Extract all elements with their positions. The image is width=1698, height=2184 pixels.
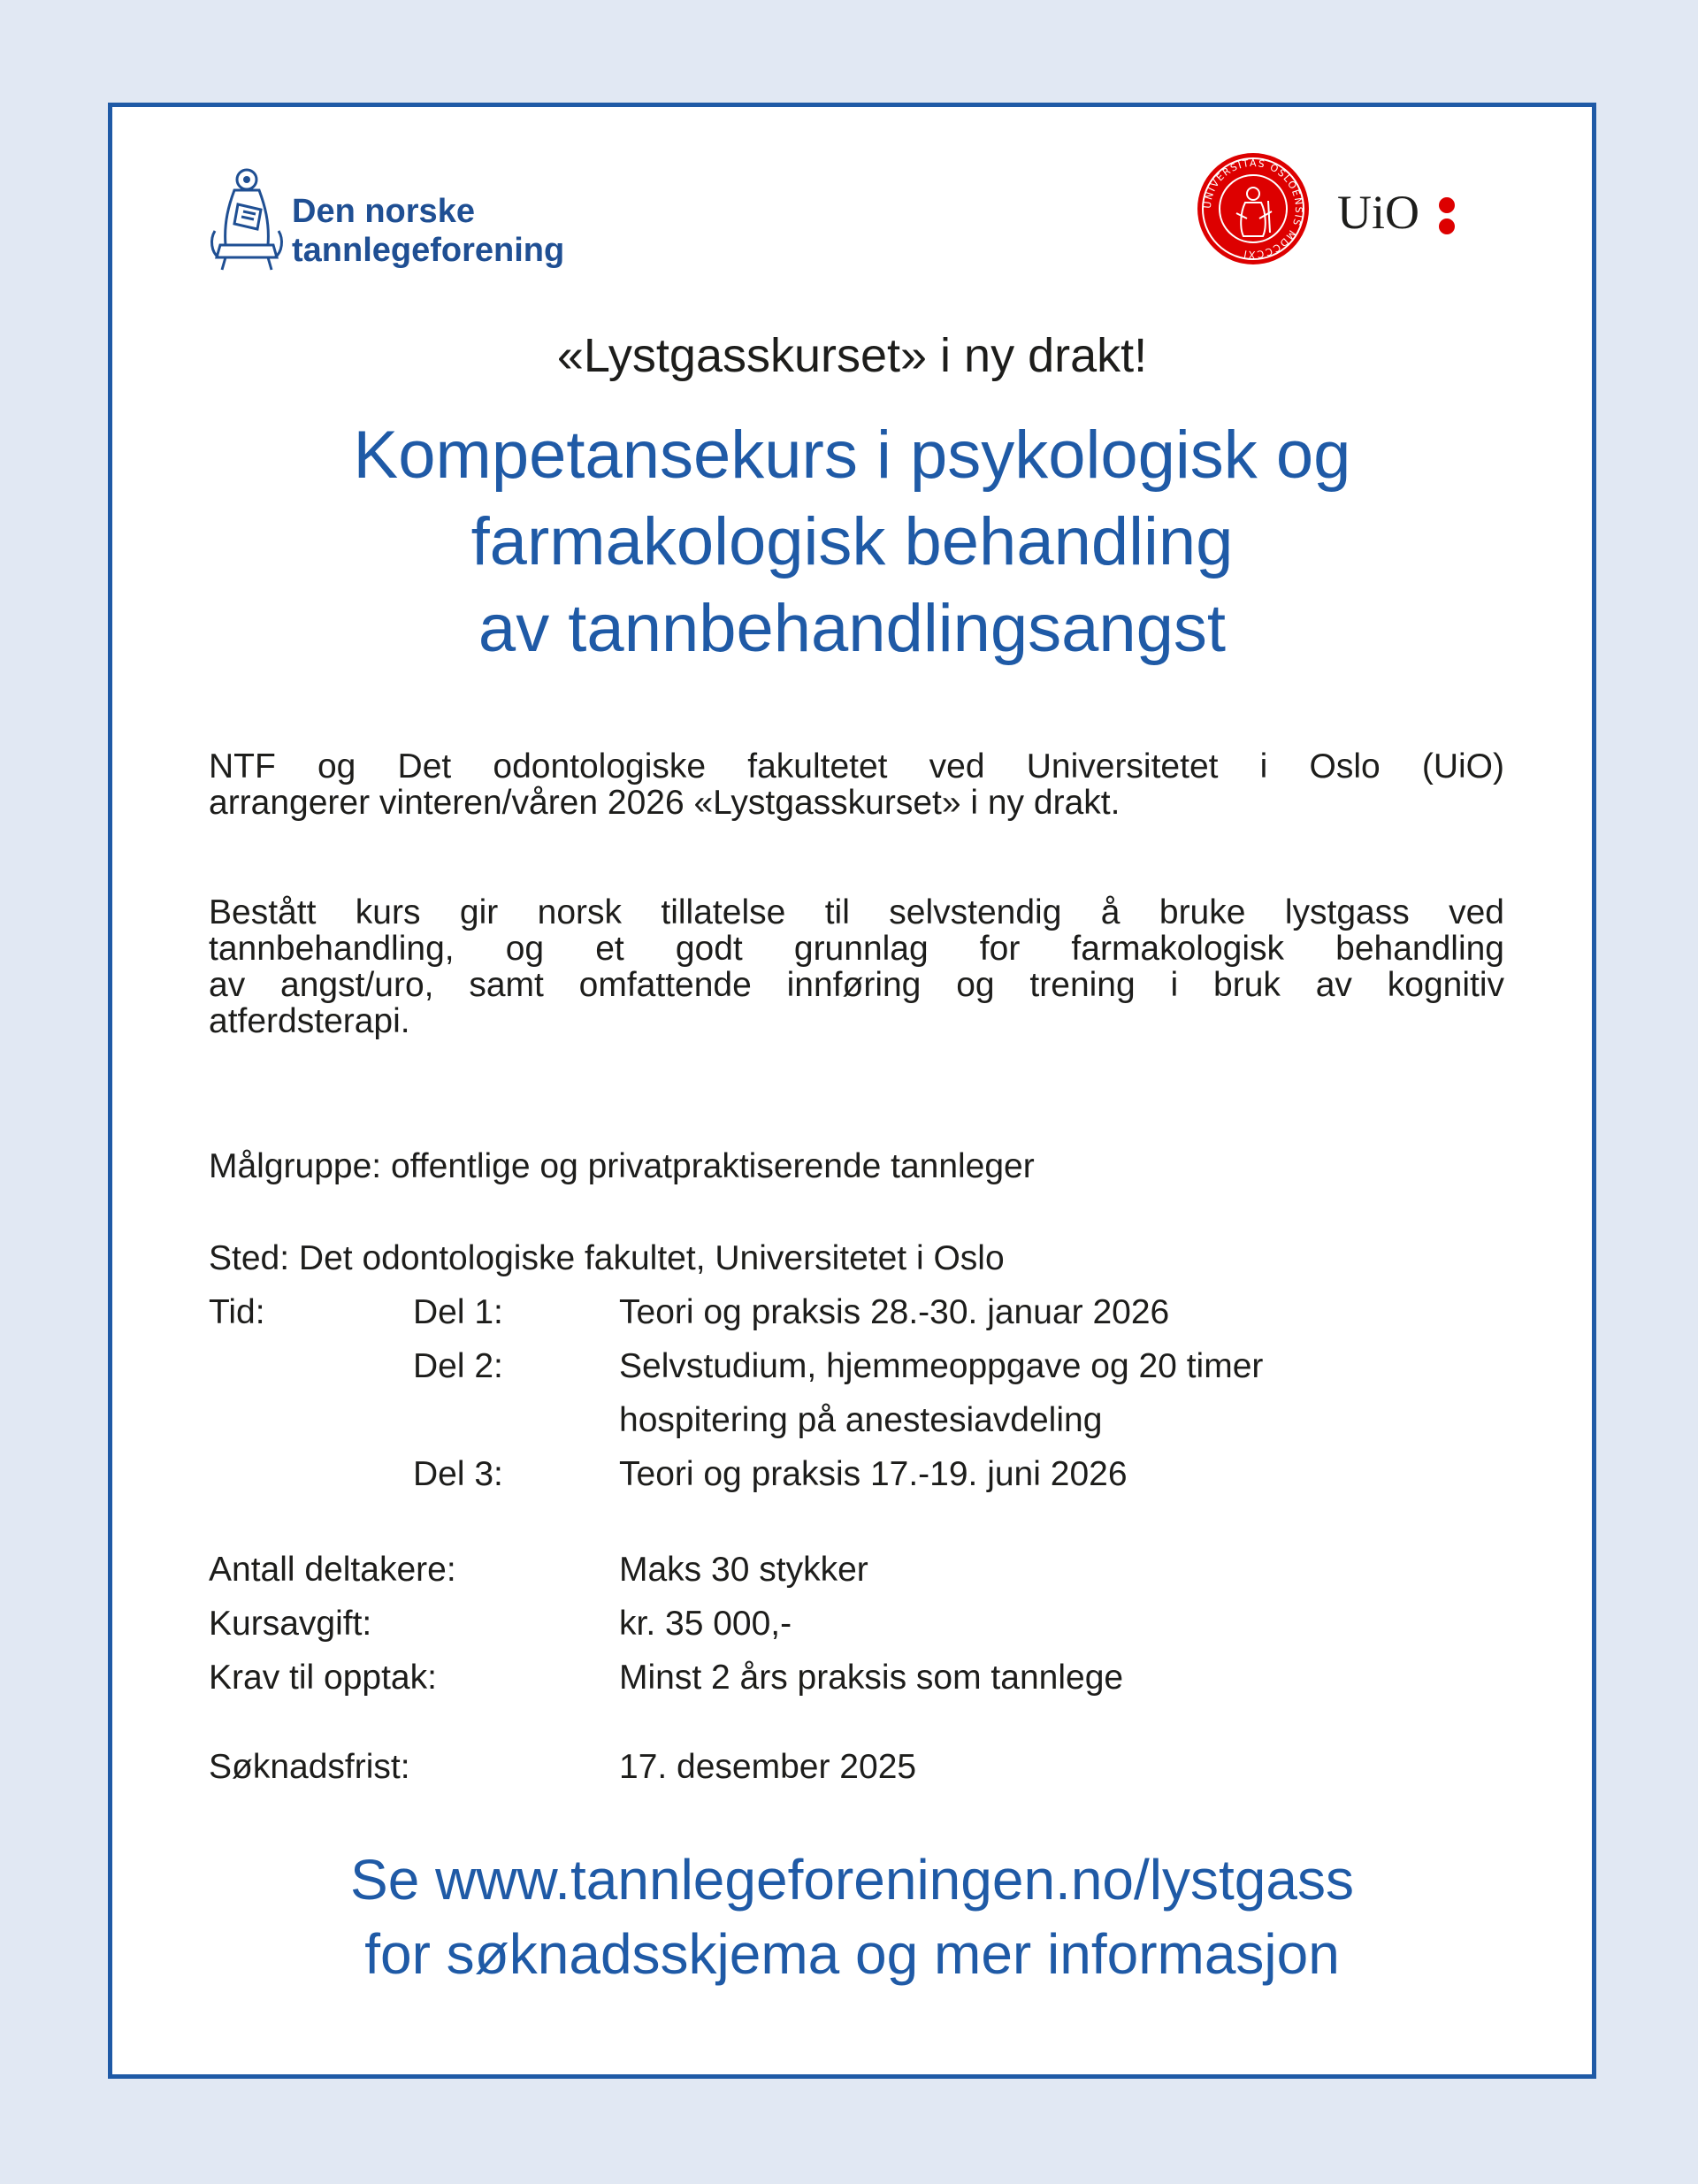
- time-part-value: Teori og praksis 28.-30. januar 2026: [619, 1293, 1170, 1331]
- description-line: atferdsterapi.: [209, 1002, 410, 1040]
- description-line: Bestått kurs gir norsk tillatelse til selvstendig å bruke lystgass ved: [209, 893, 1504, 931]
- uio-seal-icon: [1196, 151, 1311, 266]
- ntf-logo-line1: Den norske: [292, 193, 475, 230]
- ntf-logo: [208, 160, 579, 275]
- time-part-value: Teori og praksis 17.-19. juni 2026: [619, 1455, 1128, 1493]
- title-line: av tannbehandlingsangst: [478, 591, 1227, 666]
- time-part-label: Del 1:: [413, 1293, 503, 1331]
- title-line: farmakologisk behandling: [470, 504, 1234, 579]
- flyer-card: [108, 103, 1596, 2079]
- time-part-label: Del 2:: [413, 1347, 503, 1385]
- uio-logo: [1196, 151, 1496, 270]
- ntf-logo-line2: tannlegeforening: [292, 232, 565, 269]
- intro-line: NTF og Det odontologiske fakultetet ved Universitetet i Oslo (UiO): [209, 747, 1504, 785]
- time-part-value: Selvstudium, hjemmeoppgave og 20 timer: [619, 1347, 1264, 1385]
- time-label: Tid:: [209, 1293, 265, 1331]
- description-line: av angst/uro, samt omfattende innføring og trening i bruk av kognitiv: [209, 966, 1504, 1004]
- fact-label: Antall deltakere:: [209, 1551, 456, 1589]
- page-title: [112, 412, 1592, 672]
- fact-value: kr. 35 000,-: [619, 1605, 792, 1643]
- title-line: Kompetansekurs i psykologisk og: [353, 418, 1351, 493]
- target-group: [209, 1147, 1035, 1186]
- place: [209, 1239, 1005, 1278]
- place-label: Sted:: [209, 1239, 290, 1277]
- fact-label: Krav til opptak:: [209, 1659, 437, 1697]
- target-group-label: Målgruppe:: [209, 1147, 382, 1185]
- svg-text:UNIVERSITAS OSLOENSIS MDCCCXI: UNIVERSITAS OSLOENSIS MDCCCXI: [1201, 157, 1305, 261]
- uio-wordmark: UiO: [1337, 186, 1419, 239]
- fact-value: Maks 30 stykker: [619, 1551, 868, 1589]
- footer-link-line[interactable]: Se www.tannlegeforeningen.no/lystgass: [350, 1848, 1354, 1912]
- footer-callout: [112, 1843, 1592, 1991]
- fact-label: Kursavgift:: [209, 1605, 372, 1643]
- footer-line: for søknadsskjema og mer informasjon: [364, 1922, 1340, 1986]
- time-part-value: hospitering på anestesiavdeling: [619, 1401, 1103, 1439]
- time-part-label: Del 3:: [413, 1455, 503, 1493]
- ntf-emblem-icon: [208, 160, 286, 273]
- fact-value: Minst 2 års praksis som tannlege: [619, 1659, 1124, 1697]
- intro-paragraph: [209, 748, 1504, 821]
- place-value: Det odontologiske fakultet, Universitetet i Oslo: [298, 1239, 1005, 1277]
- target-group-value: offentlige og privatpraktiserende tannleger: [390, 1147, 1035, 1185]
- description-paragraph: [209, 894, 1504, 1039]
- subtitle: «Lystgasskurset» i ny drakt!: [556, 329, 1148, 382]
- description-line: tannbehandling, og et godt grunnlag for farmakologisk behandling: [209, 930, 1504, 968]
- uio-dots-icon: [1439, 197, 1457, 236]
- deadline-label: Søknadsfrist:: [209, 1748, 410, 1786]
- intro-line: arrangerer vinteren/våren 2026 «Lystgasskurset» i ny drakt.: [209, 784, 1121, 822]
- deadline-value: 17. desember 2025: [619, 1748, 917, 1786]
